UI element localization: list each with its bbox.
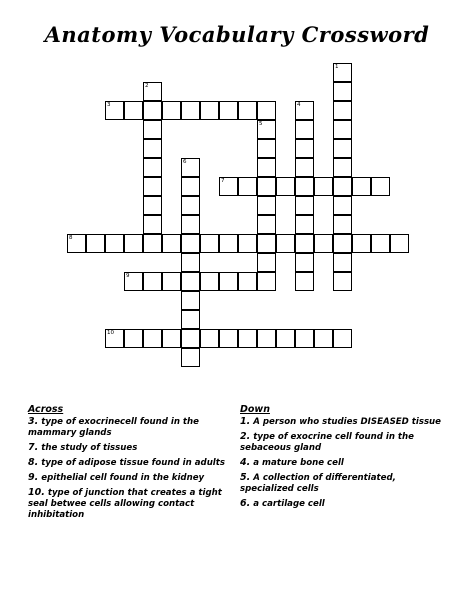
crossword-cell[interactable] bbox=[333, 101, 352, 120]
crossword-cell[interactable] bbox=[143, 120, 162, 139]
crossword-cell[interactable] bbox=[143, 158, 162, 177]
crossword-cell[interactable] bbox=[181, 177, 200, 196]
crossword-cell[interactable] bbox=[276, 329, 295, 348]
cell-number: 1 bbox=[335, 64, 339, 70]
crossword-cell[interactable] bbox=[200, 272, 219, 291]
crossword-cell[interactable] bbox=[295, 139, 314, 158]
cell-number: 6 bbox=[183, 159, 187, 165]
crossword-cell[interactable] bbox=[143, 196, 162, 215]
cell-number: 8 bbox=[69, 235, 73, 241]
crossword-cell[interactable] bbox=[333, 139, 352, 158]
crossword-cell[interactable] bbox=[143, 329, 162, 348]
across-clues bbox=[28, 404, 228, 524]
crossword-cell[interactable] bbox=[238, 177, 257, 196]
crossword-cell[interactable] bbox=[181, 196, 200, 215]
crossword-cell[interactable] bbox=[200, 329, 219, 348]
crossword-cell[interactable] bbox=[219, 177, 238, 196]
crossword-cell[interactable] bbox=[333, 329, 352, 348]
clue-number: 2. bbox=[240, 431, 251, 442]
crossword-cell[interactable] bbox=[181, 329, 200, 348]
crossword-cell[interactable] bbox=[295, 120, 314, 139]
clue-number: 9. bbox=[28, 472, 39, 483]
crossword-cell[interactable] bbox=[238, 329, 257, 348]
crossword-cell[interactable] bbox=[181, 253, 200, 272]
crossword-cell[interactable] bbox=[257, 215, 276, 234]
clue-text: type of exocrine cell found in the sebaceous gland bbox=[240, 432, 414, 453]
crossword-cell[interactable] bbox=[333, 158, 352, 177]
clue-text: type of adipose tissue found in adults bbox=[41, 458, 225, 468]
clue-number: 3. bbox=[28, 416, 39, 427]
crossword-cell[interactable] bbox=[257, 177, 276, 196]
crossword-cell[interactable] bbox=[257, 101, 276, 120]
clue-down-5 bbox=[240, 472, 445, 495]
crossword-cell[interactable] bbox=[295, 215, 314, 234]
crossword-cell[interactable] bbox=[333, 234, 352, 253]
crossword-cell[interactable] bbox=[200, 234, 219, 253]
crossword-cell[interactable] bbox=[371, 177, 390, 196]
crossword-cell[interactable] bbox=[143, 215, 162, 234]
clue-down-1 bbox=[240, 416, 445, 428]
crossword-cell[interactable] bbox=[333, 177, 352, 196]
cell-number: 4 bbox=[297, 102, 301, 108]
page-title: Anatomy Vocabulary Crossword bbox=[44, 22, 430, 47]
clue-down-4 bbox=[240, 457, 445, 469]
crossword-cell[interactable] bbox=[219, 329, 238, 348]
crossword-cell[interactable] bbox=[295, 272, 314, 291]
crossword-cell[interactable] bbox=[124, 101, 143, 120]
crossword-cell[interactable] bbox=[238, 234, 257, 253]
crossword-cell[interactable] bbox=[314, 177, 333, 196]
crossword-cell[interactable] bbox=[333, 215, 352, 234]
crossword-cell[interactable] bbox=[181, 215, 200, 234]
crossword-cell[interactable] bbox=[143, 177, 162, 196]
crossword-cell[interactable] bbox=[314, 234, 333, 253]
cell-number: 3 bbox=[107, 102, 111, 108]
crossword-cell[interactable] bbox=[124, 329, 143, 348]
clue-text: A person who studies DISEASED tissue bbox=[253, 417, 442, 427]
clue-number: 8. bbox=[28, 457, 39, 468]
crossword-cell[interactable] bbox=[162, 329, 181, 348]
crossword-cell[interactable] bbox=[352, 234, 371, 253]
crossword-cell[interactable] bbox=[105, 329, 124, 348]
crossword-cell[interactable] bbox=[162, 234, 181, 253]
clue-text: the study of tissues bbox=[41, 443, 138, 453]
crossword-cell[interactable] bbox=[257, 272, 276, 291]
crossword-cell[interactable] bbox=[181, 272, 200, 291]
crossword-cell[interactable] bbox=[143, 234, 162, 253]
crossword-cell[interactable] bbox=[86, 234, 105, 253]
clue-number: 1. bbox=[240, 416, 251, 427]
crossword-cell[interactable] bbox=[295, 177, 314, 196]
clue-text: A collection of differentiated, specialized cells bbox=[240, 473, 396, 494]
crossword-cell[interactable] bbox=[295, 329, 314, 348]
cell-number: 9 bbox=[126, 273, 130, 279]
clue-number: 4. bbox=[240, 457, 251, 468]
crossword-cell[interactable] bbox=[333, 82, 352, 101]
clue-across-9 bbox=[28, 472, 228, 484]
cell-number: 10 bbox=[107, 330, 114, 336]
crossword-cell[interactable] bbox=[257, 120, 276, 139]
clue-number: 6. bbox=[240, 498, 251, 509]
clue-number: 10. bbox=[28, 487, 45, 498]
clue-across-8 bbox=[28, 457, 228, 469]
crossword-cell[interactable] bbox=[295, 196, 314, 215]
crossword-cell[interactable] bbox=[162, 272, 181, 291]
crossword-cell[interactable] bbox=[238, 272, 257, 291]
crossword-cell[interactable] bbox=[143, 272, 162, 291]
crossword-cell[interactable] bbox=[295, 253, 314, 272]
crossword-cell[interactable] bbox=[371, 234, 390, 253]
crossword-cell[interactable] bbox=[124, 234, 143, 253]
crossword-cell[interactable] bbox=[257, 139, 276, 158]
clue-across-10 bbox=[28, 487, 228, 521]
crossword-cell[interactable] bbox=[181, 348, 200, 367]
clue-down-2 bbox=[240, 431, 445, 454]
cell-number: 5 bbox=[259, 121, 263, 127]
cell-number: 7 bbox=[221, 178, 225, 184]
crossword-cell[interactable] bbox=[295, 158, 314, 177]
crossword-cell[interactable] bbox=[181, 310, 200, 329]
crossword-cell[interactable] bbox=[257, 158, 276, 177]
clue-number: 5. bbox=[240, 472, 251, 483]
crossword-cell[interactable] bbox=[143, 101, 162, 120]
crossword-cell[interactable] bbox=[238, 101, 257, 120]
crossword-cell[interactable] bbox=[333, 63, 352, 82]
clue-text: type of exocrinecell found in the mammary glands bbox=[28, 417, 199, 438]
crossword-cell[interactable] bbox=[257, 329, 276, 348]
crossword-cell[interactable] bbox=[124, 272, 143, 291]
clue-text: type of junction that creates a tight seal betwee cells allowing contact inhibitation bbox=[28, 488, 222, 520]
crossword-cell[interactable] bbox=[181, 234, 200, 253]
crossword-cell[interactable] bbox=[295, 234, 314, 253]
crossword-cell[interactable] bbox=[390, 234, 409, 253]
clue-across-7 bbox=[28, 442, 228, 454]
crossword-cell[interactable] bbox=[181, 158, 200, 177]
crossword-cell[interactable] bbox=[276, 177, 295, 196]
crossword-cell[interactable] bbox=[219, 234, 238, 253]
crossword-cell[interactable] bbox=[143, 139, 162, 158]
crossword-cell[interactable] bbox=[257, 234, 276, 253]
crossword-cell[interactable] bbox=[257, 196, 276, 215]
crossword-cell[interactable] bbox=[162, 101, 181, 120]
crossword-cell[interactable] bbox=[181, 101, 200, 120]
clue-across-3 bbox=[28, 416, 228, 439]
crossword-cell[interactable] bbox=[333, 272, 352, 291]
clue-down-6 bbox=[240, 498, 445, 510]
clue-text: a mature bone cell bbox=[253, 458, 344, 468]
crossword-cell[interactable] bbox=[219, 272, 238, 291]
crossword-cell[interactable] bbox=[105, 101, 124, 120]
crossword-cell[interactable] bbox=[314, 329, 333, 348]
crossword-cell[interactable] bbox=[333, 120, 352, 139]
down-clues bbox=[240, 404, 445, 513]
crossword-cell[interactable] bbox=[352, 177, 371, 196]
crossword-cell[interactable] bbox=[276, 234, 295, 253]
crossword-cell[interactable] bbox=[333, 196, 352, 215]
across-heading: Across bbox=[28, 404, 64, 415]
down-heading: Down bbox=[240, 404, 270, 415]
crossword-cell[interactable] bbox=[105, 234, 124, 253]
crossword-cell[interactable] bbox=[295, 101, 314, 120]
crossword-cell[interactable] bbox=[67, 234, 86, 253]
clue-number: 7. bbox=[28, 442, 39, 453]
crossword-cell[interactable] bbox=[143, 82, 162, 101]
crossword-cell[interactable] bbox=[333, 253, 352, 272]
cell-number: 2 bbox=[145, 83, 149, 89]
crossword-cell[interactable] bbox=[200, 101, 219, 120]
clue-text: a cartilage cell bbox=[253, 499, 325, 509]
crossword-cell[interactable] bbox=[181, 291, 200, 310]
crossword-cell[interactable] bbox=[219, 101, 238, 120]
crossword-cell[interactable] bbox=[257, 253, 276, 272]
clue-text: epithelial cell found in the kidney bbox=[41, 473, 205, 483]
